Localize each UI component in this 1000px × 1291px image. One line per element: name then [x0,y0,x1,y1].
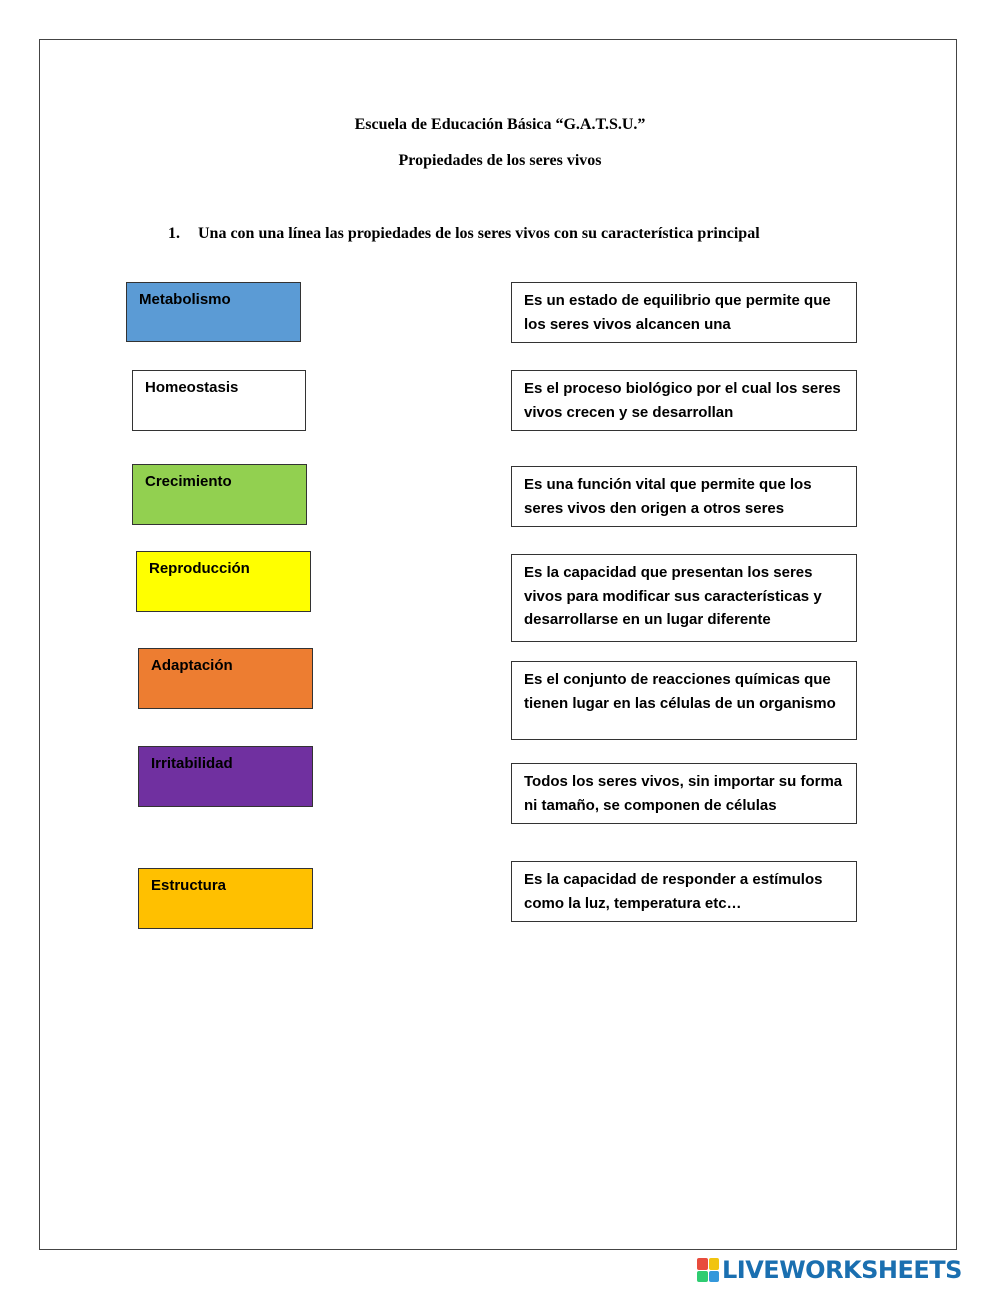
term-label: Irritabilidad [151,755,233,772]
term-label: Homeostasis [145,379,239,396]
school-name: Escuela de Educación Básica “G.A.T.S.U.” [354,116,646,133]
description-text: Es una función vital que permite que los seres vivos den origen a otros seres [524,476,812,517]
term-adaptacion[interactable] [138,648,313,709]
instruction [168,222,828,245]
brand-name: LIVEWORKSHEETS [722,1256,962,1284]
description-box[interactable] [511,282,857,343]
term-reproduccion[interactable] [136,551,311,612]
term-label: Metabolismo [139,291,231,308]
description-text: Es un estado de equilibrio que permite que los seres vivos alcancen una [524,292,831,333]
instruction-text: Una con una línea las propiedades de los seres vivos con su característica principal [198,225,760,242]
term-irritabilidad[interactable] [138,746,313,807]
liveworksheets-logo-icon [697,1258,719,1282]
term-label: Crecimiento [145,473,232,490]
term-label: Estructura [151,877,227,894]
worksheet-page [39,39,957,1250]
term-label: Reproducción [149,560,250,577]
description-text: Es la capacidad que presentan los seres vivos para modificar sus características y desarrollarse en un lugar diferente [524,564,822,628]
term-metabolismo[interactable] [126,282,301,342]
description-text: Es el conjunto de reacciones químicas que tienen lugar en las células de un organismo [524,671,836,712]
term-label: Adaptación [151,657,233,674]
description-text: Todos los seres vivos, sin importar su forma ni tamaño, se componen de células [524,773,843,814]
term-crecimiento[interactable] [132,464,307,525]
description-box[interactable] [511,466,857,527]
description-box[interactable] [511,370,857,431]
worksheet-title: Propiedades de los seres vivos [398,152,602,169]
description-text: Es la capacidad de responder a estímulos como la luz, temperatura etc… [524,871,823,912]
description-text: Es el proceso biológico por el cual los seres vivos crecen y se desarrollan [524,380,841,421]
description-box[interactable] [511,554,857,642]
term-homeostasis[interactable] [132,370,306,431]
description-box[interactable] [511,861,857,922]
term-estructura[interactable] [138,868,313,929]
instruction-number: 1. [168,225,180,242]
description-box[interactable] [511,661,857,740]
liveworksheets-logo [697,1256,962,1284]
description-box[interactable] [511,763,857,824]
